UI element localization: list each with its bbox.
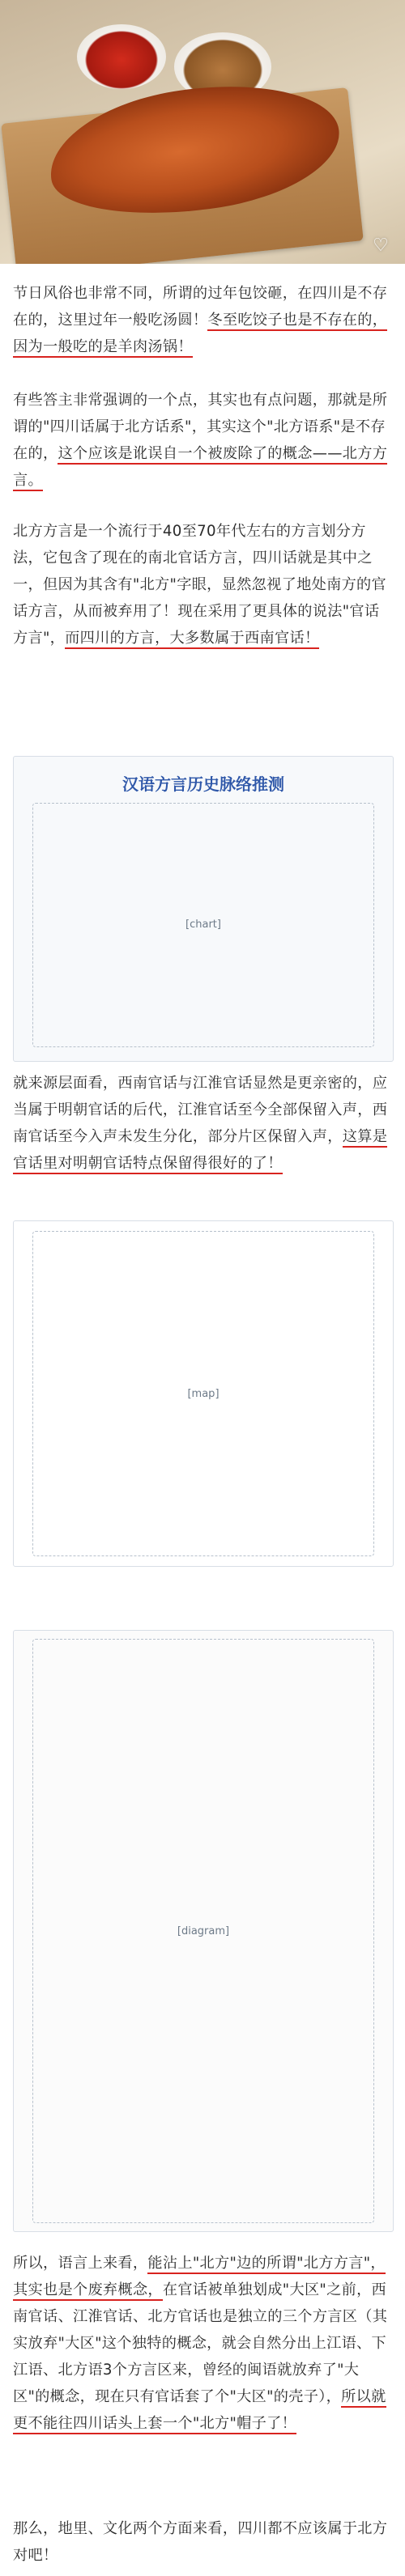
paragraph-2 <box>13 387 394 494</box>
mandarin-dialect-map <box>13 1220 394 1567</box>
paragraph-text: 所以，语言上来看， <box>13 2255 148 2272</box>
paragraph-text: 就来源层面看，西南官话与江淮官话显然是更亲密的，应当属于明朝官话的后代，江淮官话至今全部保留入声，西南官话至今入声未发生分化，部分片区保留入声， <box>13 1075 388 1145</box>
paragraph-1 <box>13 280 394 360</box>
underlined-text: 而四川的方言，大多数属于西南官话！ <box>65 630 319 649</box>
heart-icon[interactable]: ♡ <box>373 236 389 256</box>
underlined-text: 冬至吃饺子也是不存在的，因为一般吃的是羊肉汤锅！ <box>13 312 387 358</box>
underlined-text: 能沾上"北方"边的所谓"北方方言"，其实也是个废弃概念， <box>13 2255 386 2301</box>
food-photo <box>0 0 405 264</box>
chart-placeholder: [chart] <box>32 803 374 1047</box>
paragraph-6 <box>13 2515 394 2569</box>
mandarin-flowchart <box>13 1630 394 2232</box>
underlined-text: 这个应该是讹误自一个被废除了的概念——北方方言。 <box>13 445 387 491</box>
chart-title: 汉语方言历史脉络推测 <box>122 774 284 794</box>
dialect-history-chart <box>13 756 394 1062</box>
paragraph-text: 节日风俗也非常不同，所谓的过年包饺砸，在四川是不存在的，这里过年一般吃汤圆！ <box>13 285 388 329</box>
underlined-text: 这算是官话里对明朝官话特点保留得很好的了！ <box>13 1128 387 1174</box>
chili-sauce-bowl <box>77 24 166 89</box>
paragraph-3 <box>13 518 394 651</box>
paragraph-text: 北方方言是一个流行于40至70年代左右的方言划分方法，它包含了现在的南北官话方言，四川话就是其中之一，但因为其含有"北方"字眼，显然忽视了地处南方的官话方言，从而被弃用了！现在采用了更具体的说法"官话方言"， <box>13 523 387 647</box>
paragraph-4 <box>13 1070 394 1177</box>
paragraph-text: 在官话被单独划成"大区"之前，西南官话、江淮官话、北方官话也是独立的三个方言区（其实放弃"大区"这个独特的概念，就会自然分出上江语、下江语、北方语3个方言区来，曾经的闽语就放弃了"大区"的概念，现在只有官话套了个"大区"的壳子）， <box>13 2281 388 2405</box>
paragraph-text: 那么，地里、文化两个方面来看，四川都不应该属于北方对吧！ <box>13 2520 388 2564</box>
underlined-text: 所以就更不能往四川话头上套一个"北方"帽子了！ <box>13 2388 386 2434</box>
map-placeholder: [map] <box>32 1231 374 1556</box>
paragraph-5 <box>13 2250 394 2437</box>
paragraph-text: 有些答主非常强调的一个点，其实也有点问题，那就是所谓的"四川话属于北方话系"，其实这个"北方语系"是不存在的， <box>13 392 388 462</box>
flowchart-placeholder: [diagram] <box>32 1639 374 2223</box>
